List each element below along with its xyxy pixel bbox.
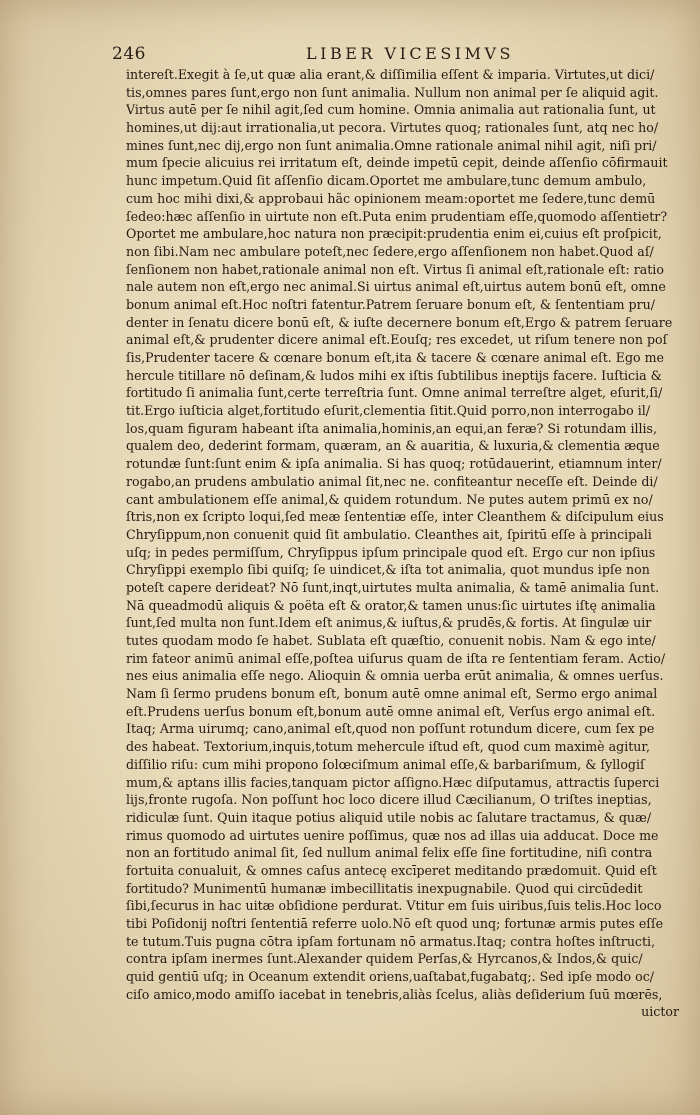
text-line: hercule titillare nō deſinam,& ludos mihi ex iſtis ſubtilibus ineptijs facere. Iuſticia & <box>126 367 662 383</box>
text-line: non ſibi.Nam nec ambulare poteſt,nec ſedere,ergo aſſenſionem non habet.Quod aſ/ <box>126 243 654 259</box>
text-line: bonum animal eſt.Hoc noſtri fatentur.Patrem ſeruare bonum eſt, & ſententiam pru/ <box>126 296 655 312</box>
page-number: 246 <box>112 44 146 64</box>
text-line: mum ſpecie alicuius rei irritatum eſt, deinde impetū cepit, deinde aſſenſio cōfirmauit <box>126 155 668 171</box>
text-line: rotundæ ſunt:ſunt enim & ipſa animalia. Si has quoq; rotūdauerint, etiamnum inter/ <box>126 456 662 472</box>
text-block <box>126 66 681 1021</box>
text-line: Virtus autē per ſe nihil agit,ſed cum homine. Omnia animalia aut rationalia ſunt, ut <box>126 102 656 118</box>
text-line: Nam ſi ſermo prudens bonum eſt, bonum autē omne animal eſt, Sermo ergo animal <box>126 686 658 702</box>
text-line: nale autem non eſt,ergo nec animal.Si uirtus animal eſt,uirtus autem bonū eſt, omne <box>126 279 666 295</box>
text-line: Itaq; Arma uirumq; cano,animal eſt,quod non poſſunt rotundum dicere, cum ſex pe <box>126 721 655 737</box>
text-line: rim fateor animū animal eſſe,poſtea uiſurus quam de iſta re ſententiam feram. Actio/ <box>126 650 666 666</box>
text-line: Chryſippum,non conuenit quid ſit ambulatio. Cleanthes ait, ſpiritū eſſe à principali <box>126 526 652 542</box>
text-line: fortuita conualuit, & omnes caſus antecę excīperet meditando prædomuit. Quid eſt <box>126 862 657 878</box>
text-line: mines ſunt,nec dij,ergo non ſunt animalia.Omne rationale animal nihil agit, niſi pri/ <box>126 137 657 153</box>
text-line: cum hoc mihi dixi,& approbaui hãc opinionem meam:oportet me ſedere,tunc demū <box>126 190 656 206</box>
text-line: fortitudo? Munimentū humanæ imbecillitatis inexpugnabile. Quod qui circūdedit <box>126 880 643 896</box>
text-line: denter in ſenatu dicere bonū eſt, & iuſte decernere bonum eſt,Ergo & patrem ſeruare <box>126 314 673 330</box>
text-line: ſtris,non ex ſcripto loqui,ſed meæ ſententiæ eſſe, inter Cleanthem & diſcipulum eius <box>126 509 664 525</box>
text-line: tibi Poſidonij noſtri ſententiā referre uolo.Nō eſt quod unq; fortunæ armis putes eſſe <box>126 916 664 931</box>
text-line: intereſt.Exegit à ſe,ut quæ alia erant,& diſſimilia eſſent & imparia. Virtutes,ut dici/ <box>126 67 655 82</box>
text-line: rogabo,an prudens ambulatio animal ſit,nec ne. confiteantur neceſſe eſt. Deinde di/ <box>126 473 658 489</box>
text-line: ſedeo:hæc aſſenſio in uirtute non eſt.Puta enim prudentiam eſſe,quomodo aſſentietr? <box>126 208 668 224</box>
running-head: LIBER VICESIMVS <box>306 44 514 63</box>
text-line: te tutum.Tuis pugna cōtra ipſam fortunam nō armatus.Itaq; contra hoſtes inſtructi, <box>126 933 656 949</box>
text-line: ſibi,ſecurus in hac uitæ obſidione perdurat. Vtitur em ſuis uiribus,ſuis telis.Hoc loco <box>126 898 662 914</box>
text-line: los,quam figuram habeant iſta animalia,hominis,an equi,an feræ? Si rotundam illis, <box>126 420 658 436</box>
text-line: ſis,Prudenter tacere & cœnare bonum eſt,ita & tacere & cœnare animal eſt. Ego me <box>126 350 665 365</box>
text-line: uſq; in pedes permiſſum, Chryſippus ipſum principale quod eſt. Ergo cur non ipſius <box>126 544 656 560</box>
text-line: Nā queadmodū aliquis & poëta eſt & orator,& tamen unus:ſic uirtutes iſtę animalia <box>126 597 656 613</box>
text-line: tit.Ergo iuſticia alget,fortitudo eſurit,clementia ſitit.Quid porro,non interrogabo il/ <box>126 403 650 419</box>
text-line: quid gentiū uſq; in Oceanum extendit oriens,uaſtabat,fugabatq;. Sed ipſe modo oc/ <box>126 969 654 985</box>
text-line: contra ipſam inermes ſunt.Alexander quidem Perſas,& Hyrcanos,& Indos,& quic/ <box>126 951 643 967</box>
text-line: nes eius animalia eſſe nego. Alioquin & omnia uerba erūt animalia, & omnes uerſus. <box>126 668 664 684</box>
text-line: rimus quomodo ad uirtutes uenire poſſimus, quæ nos ad illas uia adducat. Doce me <box>126 827 659 843</box>
text-line: eſt.Prudens uerſus bonum eſt,bonum autē omne animal eſt, Verſus ergo animal eſt. <box>126 703 656 719</box>
text-line: lijs,fronte rugoſa. Non poſſunt hoc loco dicere illud Cæcilianum, O triſtes ineptias, <box>126 792 652 808</box>
text-line: Chryſippi exemplo ſibi quiſq; ſe uindicet,& iſta tot animalia, quot mundus ipſe non <box>126 562 650 578</box>
text-line: mum,& aptans illis facies,tanquam pictor aſſigno.Hæc diſputamus, attractis ſuperci <box>126 774 660 790</box>
page-header <box>0 44 700 68</box>
text-line: qualem deo, dederint formam, quæram, an & auaritia, & luxuria,& clementia æque <box>126 438 660 454</box>
text-line: hunc impetum.Quid ſit aſſenſio dicam.Oportet me ambulare,tunc demum ambulo, <box>126 173 647 189</box>
text-line: cant ambulationem eſſe animal,& quidem rotundum. Ne putes autem primū ex no/ <box>126 491 653 507</box>
catchword: uictor <box>641 1004 679 1020</box>
text-line: tutes quodam modo ſe habet. Sublata eſt quæſtio, conuenit nobis. Nam & ego inte/ <box>126 633 656 648</box>
text-line: tis,omnes pares ſunt,ergo non ſunt animalia. Nullum non animal per ſe aliquid agit. <box>126 84 659 100</box>
text-line: homines,ut dij:aut irrationalia,ut pecora. Virtutes quoq; rationales ſunt, atq nec ho/ <box>126 120 659 136</box>
text-line: poteſt capere derideat? Nō ſunt,inqt,uirtutes multa animalia, & tamē animalia ſunt. <box>126 579 660 595</box>
text-line: ridiculæ ſunt. Quin itaque potius aliquid utile nobis ac ſalutare tractamus, & quæ/ <box>126 809 652 825</box>
text-line: Oportet me ambulare,hoc natura non præcipit:prudentia enim ei,cuius eſt proſpicit, <box>126 226 662 242</box>
text-line: ciſo amico,modo amiſſo iacebat in tenebris,aliàs ſcelus, aliàs deſiderium ſuū mœrēs, <box>126 986 663 1002</box>
text-line: des habeat. Textorium,inquis,totum mehercule iſtud eſt, quod cum maximè agitur, <box>126 739 651 755</box>
text-line: fortitudo ſi animalia ſunt,certe terreſtria ſunt. Omne animal terreſtre alget, eſurit,ſi/ <box>126 385 663 401</box>
text-line: ſunt,ſed multa non ſunt.Idem eſt animus,& iuſtus,& prudēs,& fortis. At ſingulæ uir <box>126 615 652 631</box>
text-line: non an fortitudo animal ſit, ſed nullum animal felix eſſe ſine fortitudine, niſi contra <box>126 845 653 861</box>
text-line: diſſilio riſu: cum mihi propono ſolœciſmum animal eſſe,& barbariſmum, & ſyllogiſ <box>126 756 645 772</box>
text-line: ſenſionem non habet,rationale animal non eſt. Virtus ſi animal eſt,rationale eſt: ratio <box>126 261 664 277</box>
text-line: animal eſt,& prudenter dicere animal eſt.Eouſq; res excedet, ut riſum tenere non poſ <box>126 332 668 348</box>
